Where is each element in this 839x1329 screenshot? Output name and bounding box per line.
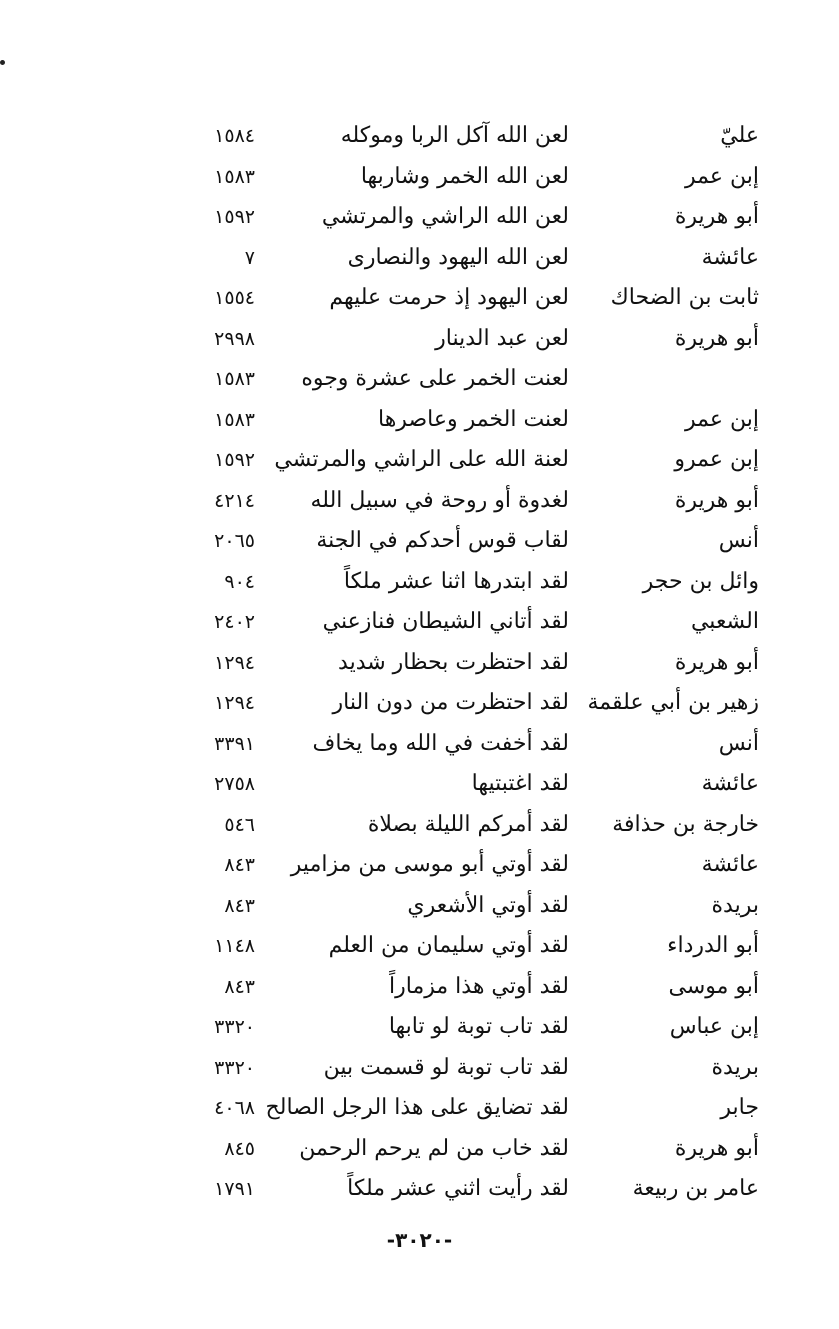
index-entry bbox=[150, 1048, 765, 1089]
index-entry bbox=[150, 1169, 765, 1210]
entry-hadith-number: ٤٢١٤ bbox=[214, 489, 255, 512]
entry-hadith-text: لقد أمركم الليلة بصلاة bbox=[367, 811, 569, 837]
entry-narrator: عائشة bbox=[701, 771, 759, 796]
entry-hadith-number: ١٥٨٤ bbox=[214, 125, 255, 147]
entry-hadith-text: لقد تضايق على هذا الرجل الصالح bbox=[265, 1095, 569, 1120]
entry-hadith-number: ٣٣٢٠ bbox=[214, 1016, 255, 1038]
entry-hadith-number: ٩٠٤ bbox=[224, 570, 255, 593]
entry-hadith-number: ٤٠٦٨ bbox=[214, 1097, 255, 1119]
entry-narrator: عائشة bbox=[701, 244, 759, 270]
index-entry bbox=[150, 440, 765, 481]
entry-narrator: أبو الدرداء bbox=[667, 933, 759, 958]
entry-narrator: زهير بن أبي علقمة bbox=[587, 690, 759, 715]
entry-hadith-text: لعن الله اليهود والنصارى bbox=[347, 244, 569, 270]
entry-narrator: أبو هريرة bbox=[674, 204, 759, 229]
entry-hadith-number: ١٥٩٢ bbox=[214, 449, 255, 471]
index-entry bbox=[150, 643, 765, 684]
entry-hadith-number: ١٢٩٤ bbox=[214, 692, 255, 714]
entry-hadith-number: ١٥٨٣ bbox=[214, 165, 255, 188]
entry-hadith-text: لعن اليهود إذ حرمت عليهم bbox=[329, 285, 569, 310]
index-entry bbox=[150, 359, 765, 400]
entry-hadith-number: ٨٤٥ bbox=[224, 1137, 255, 1160]
entry-hadith-text: لعنت الخمر وعاصرها bbox=[378, 406, 569, 432]
entry-hadith-text: لقاب قوس أحدكم في الجنة bbox=[316, 528, 569, 553]
entry-narrator: أبو هريرة bbox=[674, 487, 759, 513]
entry-narrator: ثابت بن الضحاك bbox=[610, 285, 759, 310]
entry-hadith-text: لقد رأيت اثني عشر ملكاً bbox=[347, 1176, 569, 1201]
entry-narrator: أبو موسى bbox=[668, 973, 759, 999]
index-entry bbox=[150, 764, 765, 805]
entry-narrator: إبن عباس bbox=[669, 1014, 759, 1039]
index-entry bbox=[150, 481, 765, 522]
entry-narrator: وائل بن حجر bbox=[642, 568, 759, 594]
index-entry bbox=[150, 683, 765, 724]
entry-hadith-number: ٨٤٣ bbox=[224, 854, 255, 876]
index-entry bbox=[150, 1088, 765, 1129]
index-entry bbox=[150, 724, 765, 765]
entry-narrator: إبن عمرو bbox=[674, 447, 759, 472]
index-entry bbox=[150, 278, 765, 319]
index-entry bbox=[150, 926, 765, 967]
index-entry bbox=[150, 521, 765, 562]
entry-hadith-number: ١٧٩١ bbox=[214, 1178, 255, 1200]
hadith-index-list bbox=[150, 116, 765, 1210]
entry-hadith-number: ٢٧٥٨ bbox=[214, 773, 255, 795]
entry-hadith-number: ٣٣٩١ bbox=[214, 732, 255, 755]
entry-narrator: عليّ bbox=[720, 123, 759, 148]
entry-hadith-text: لقد أخفت في الله وما يخاف bbox=[312, 730, 569, 756]
index-entry bbox=[150, 886, 765, 927]
entry-hadith-text: لعنة الله على الراشي والمرتشي bbox=[274, 447, 569, 472]
entry-hadith-text: لعنت الخمر على عشرة وجوه bbox=[301, 366, 569, 391]
index-entry bbox=[150, 967, 765, 1008]
entry-hadith-text: لقد أوتي الأشعري bbox=[407, 892, 569, 918]
entry-hadith-text: لقد تاب توبة لو قسمت بين bbox=[323, 1054, 569, 1080]
entry-hadith-text: لقد أوتي سليمان من العلم bbox=[328, 933, 569, 958]
entry-narrator: جابر bbox=[720, 1095, 759, 1120]
index-entry bbox=[150, 1129, 765, 1170]
entry-hadith-number: ١٥٨٣ bbox=[214, 408, 255, 431]
entry-hadith-text: لعن الله الخمر وشاربها bbox=[360, 163, 569, 189]
index-entry bbox=[150, 602, 765, 643]
entry-hadith-number: ١٢٩٤ bbox=[214, 651, 255, 674]
entry-narrator: أبو هريرة bbox=[674, 1135, 759, 1161]
margin-dot bbox=[0, 60, 5, 65]
entry-hadith-text: لعن عبد الدينار bbox=[435, 325, 569, 351]
index-entry bbox=[150, 805, 765, 846]
entry-narrator: إبن عمر bbox=[685, 406, 759, 432]
entry-hadith-text: لعن الله آكل الربا وموكله bbox=[340, 123, 569, 148]
entry-hadith-text: لقد ابتدرها اثنا عشر ملكاً bbox=[343, 568, 569, 594]
index-entry bbox=[150, 1007, 765, 1048]
entry-hadith-text: لقد أتاني الشيطان فنازعني bbox=[322, 609, 569, 634]
entry-hadith-number: ٨٤٣ bbox=[224, 894, 255, 917]
index-entry bbox=[150, 157, 765, 198]
entry-hadith-text: لقد تاب توبة لو تابها bbox=[388, 1014, 569, 1039]
entry-hadith-text: لعن الله الراشي والمرتشي bbox=[321, 204, 569, 229]
entry-hadith-text: لقد أوتي أبو موسى من مزامير bbox=[290, 852, 569, 877]
index-entry bbox=[150, 400, 765, 441]
entry-hadith-text: لقد اغتبتيها bbox=[471, 771, 569, 796]
entry-hadith-number: ١٥٩٢ bbox=[214, 206, 255, 228]
entry-hadith-number: ٢٠٦٥ bbox=[214, 530, 255, 552]
entry-hadith-number: ١٥٥٤ bbox=[214, 287, 255, 309]
entry-narrator: خارجة بن حذافة bbox=[612, 811, 759, 837]
index-entry bbox=[150, 562, 765, 603]
entry-hadith-number: ١٥٨٣ bbox=[214, 368, 255, 390]
entry-hadith-text: لقد أوتي هذا مزماراً bbox=[389, 973, 569, 999]
index-entry bbox=[150, 319, 765, 360]
entry-narrator: الشعبي bbox=[690, 609, 759, 634]
entry-hadith-text: لقد خاب من لم يرحم الرحمن bbox=[299, 1135, 569, 1161]
entry-hadith-number: ٨٤٣ bbox=[224, 975, 255, 998]
entry-narrator: بريدة bbox=[711, 892, 759, 918]
entry-narrator: أبو هريرة bbox=[674, 325, 759, 351]
entry-hadith-text: لقد احتظرت بحظار شديد bbox=[338, 649, 569, 675]
entry-narrator: عائشة bbox=[701, 852, 759, 877]
entry-hadith-number: ٣٣٢٠ bbox=[214, 1056, 255, 1079]
entry-narrator: أبو هريرة bbox=[674, 649, 759, 675]
entry-hadith-text: لغدوة أو روحة في سبيل الله bbox=[310, 487, 569, 513]
entry-hadith-number: ١١٤٨ bbox=[214, 935, 255, 957]
entry-narrator: أنس bbox=[718, 528, 759, 553]
index-entry bbox=[150, 845, 765, 886]
page-number: -٣٠٢٠- bbox=[386, 1228, 453, 1252]
entry-narrator: إبن عمر bbox=[685, 163, 759, 189]
entry-narrator: أنس bbox=[718, 730, 759, 756]
index-entry bbox=[150, 116, 765, 157]
entry-hadith-number: ٥٤٦ bbox=[224, 813, 255, 836]
entry-hadith-number: ٧ bbox=[244, 246, 255, 269]
entry-narrator: بريدة bbox=[711, 1054, 759, 1080]
entry-hadith-number: ٢٤٠٢ bbox=[214, 611, 255, 633]
entry-hadith-number: ٢٩٩٨ bbox=[214, 327, 255, 350]
entry-hadith-text: لقد احتظرت من دون النار bbox=[332, 690, 569, 715]
index-entry bbox=[150, 238, 765, 279]
entry-narrator: عامر بن ربيعة bbox=[632, 1176, 759, 1201]
index-entry bbox=[150, 197, 765, 238]
